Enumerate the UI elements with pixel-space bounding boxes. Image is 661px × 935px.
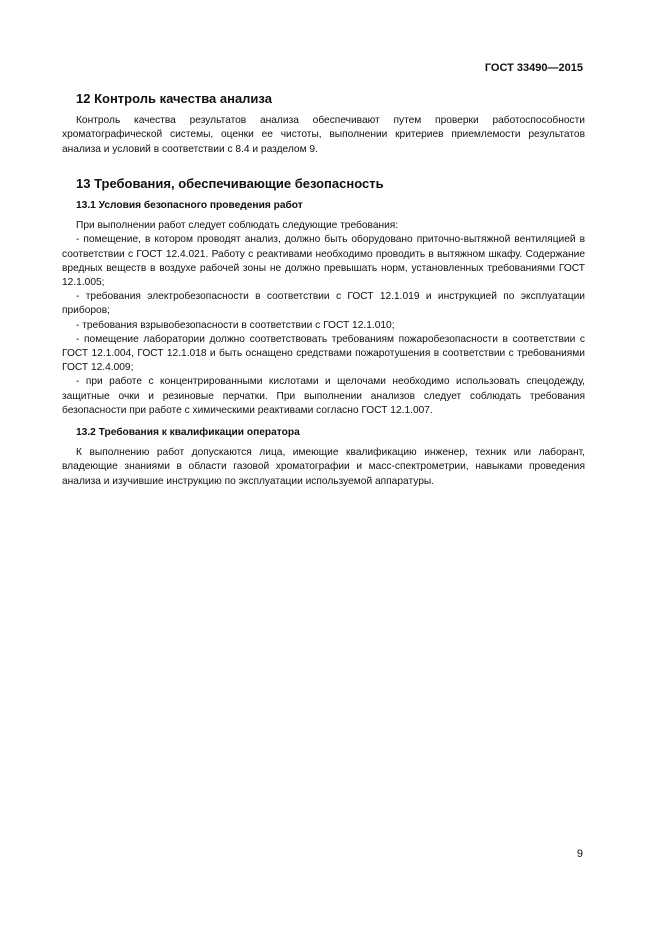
subsection-13-2-text: К выполнению работ допускаются лица, имеющие квалификацию инженер, техник или лаборант, владеющие знаниями в области газовой хроматографии и масс-спектрометрии, навыками проведения анализа и изучившие инструкцию по эксплуатации используемой аппаратуры. xyxy=(62,447,585,487)
page-number: 9 xyxy=(576,848,583,860)
section-12-title: 12 Контроль качества анализа xyxy=(76,91,272,106)
section-12-text: Контроль качества результатов анализа обеспечивают путем проверки работоспособности хроматографической системы, оценки ее чистоты, выполнении критериев приемлемости результатов анализа и условий в соответствии с 8.4 и разделом 9. xyxy=(62,115,585,155)
subsection-13-2-title: 13.2 Требования к квалификации оператора xyxy=(76,427,300,439)
subsection-13-1-paragraph: - требования электробезопасности в соответствии с ГОСТ 12.1.019 и инструкцией по эксплуатации приборов; xyxy=(62,291,585,317)
subsection-13-1-title: 13.1 Условия безопасного проведения работ xyxy=(76,200,303,212)
page-content xyxy=(62,92,585,489)
section-13-title: 13 Требования, обеспечивающие безопасность xyxy=(76,175,384,191)
subsection-13-1-paragraph: - требования взрывобезопасности в соответствии с ГОСТ 12.1.010; xyxy=(76,319,395,331)
document-code: ГОСТ 33490—2015 xyxy=(484,62,583,74)
subsection-13-1-paragraph: - помещение лаборатории должно соответствовать требованиям пожаробезопасности в соответствии с ГОСТ 12.1.004, ГОСТ 12.1.018 и быть оснащено средствами пожаротушения в соответствии с требованиями ГОСТ 12.4.009; xyxy=(62,333,585,374)
subsection-13-1-paragraph: При выполнении работ следует соблюдать следующие требования: xyxy=(76,220,399,232)
subsection-13-1-paragraph: - при работе с концентрированными кислотами и щелочами необходимо использовать спецодежду, защитные очки и резиновые перчатки. При выполнении анализов следует соблюдать требования безопасности при работе с химическими реактивами согласно ГОСТ 12.1.007. xyxy=(62,376,585,416)
subsection-13-1-paragraph: - помещение, в котором проводят анализ, должно быть оборудовано приточно-вытяжной вентиляцией в соответствии с ГОСТ 12.4.021. Работу с реактивами необходимо проводить в вытяжном шкафу. Содержание вредных веществ в воздухе рабочей зоны не должно превышать норм, установленных требованиями ГОСТ 12.1.005; xyxy=(62,234,585,289)
